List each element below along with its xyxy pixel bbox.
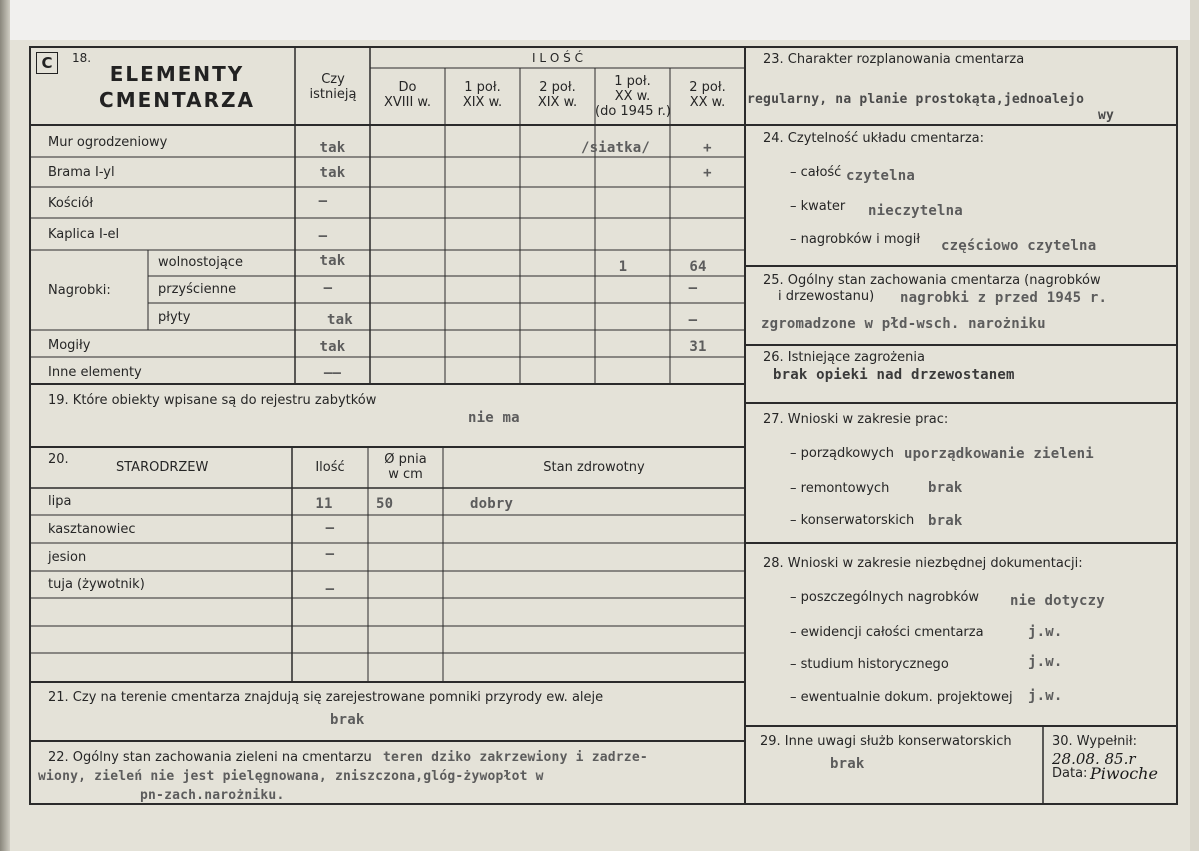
section-28-label: 28. Wnioski w zakresie niezbędnej dokumentacji:	[763, 556, 1083, 571]
tree-row-diameter: 50	[376, 496, 394, 512]
section-18-title-line1: ELEMENTY	[109, 62, 245, 86]
period-header-1: 1 poł. XIX w.	[462, 80, 503, 110]
element-row-exists: tak	[319, 339, 346, 355]
documentation-item-value: j.w.	[1028, 624, 1063, 640]
section-21-label: 21. Czy na terenie cmentarza znajdują się zarejestrowane pomniki przyrody ew. aleje	[48, 690, 604, 705]
section-25-value-cont: zgromadzone w płd-wsch. narożniku	[761, 316, 1046, 332]
work-item-value: brak	[928, 480, 963, 496]
section-22-label: 22. Ogólny stan zachowania zieleni na cmentarzu	[48, 750, 372, 765]
element-row-label: Brama I-yl	[48, 165, 115, 180]
period-header-4: 2 poł. XX w.	[689, 80, 726, 110]
section-18-number: 18.	[72, 51, 92, 65]
element-row-period-value: /siatka/	[581, 140, 651, 156]
section-24-label: 24. Czytelność układu cmentarza:	[763, 131, 985, 146]
column-diameter-header: Ø pnia w cm	[384, 452, 427, 482]
section-26-label: 26. Istniejące zagrożenia	[763, 350, 925, 365]
tree-row-name: kasztanowiec	[48, 522, 136, 537]
section-25-value: nagrobki z przed 1945 r.	[900, 290, 1108, 306]
readability-item-label: – nagrobków i mogił	[790, 232, 921, 247]
element-row-label: Mogiły	[48, 338, 91, 353]
tree-row-state: dobry	[470, 496, 514, 512]
element-row-label: Nagrobki:	[48, 283, 111, 298]
documentation-item-value: nie dotyczy	[1010, 593, 1105, 609]
element-row-exists: –	[318, 193, 328, 209]
element-row-label: Kaplica I-el	[48, 227, 120, 242]
section-22-line3: pn-zach.narożniku.	[140, 788, 285, 803]
element-row-last-value: +	[703, 140, 712, 156]
readability-item-value: nieczytelna	[868, 203, 963, 219]
section-26-value: brak opieki nad drzewostanem	[773, 367, 1015, 383]
signature: Piwoche	[1090, 764, 1158, 783]
signature-label: Data:	[1052, 766, 1088, 781]
readability-item-label: – całość	[790, 165, 842, 180]
period-header-3: 1 poł. XX w. (do 1945 r.)	[595, 74, 671, 119]
element-row-label: Mur ogrodzeniowy	[48, 135, 168, 150]
section-29-label: 29. Inne uwagi służb konserwatorskich	[760, 734, 1012, 749]
element-row-exists: tak	[319, 140, 346, 156]
section-21-answer: brak	[330, 712, 365, 728]
documentation-item-value: j.w.	[1028, 688, 1063, 704]
element-row-sublabel: płyty	[158, 310, 191, 325]
section-22-line2: wiony, zieleń nie jest pielęgnowana, zniszczona,glóg-żywopłot w	[38, 769, 544, 784]
element-row-last-value: –	[688, 312, 698, 328]
element-row-last-value: –	[688, 280, 698, 296]
section-18-title-line2: CMENTARZA	[99, 88, 255, 112]
element-row-exists: ––	[323, 365, 342, 381]
section-27-label: 27. Wnioski w zakresie prac:	[763, 412, 949, 427]
section-23-label: 23. Charakter rozplanowania cmentarza	[763, 52, 1025, 67]
element-row-label: Kościół	[48, 196, 94, 211]
work-item-value: brak	[928, 513, 963, 529]
tree-row-name: jesion	[48, 550, 87, 565]
section-25-label-cont: i drzewostanu)	[778, 289, 875, 304]
documentation-item-label: – studium historycznego	[790, 657, 949, 672]
section-23-value: regularny, na planie prostokąta,jednoalejo	[747, 92, 1085, 107]
element-row-last-value: 31	[689, 339, 707, 355]
tree-row-count: –	[325, 520, 335, 536]
readability-item-label: – kwater	[790, 199, 846, 214]
section-25-label: 25. Ogólny stan zachowania cmentarza (nagrobków	[763, 273, 1101, 288]
element-row-exists: tak	[319, 253, 346, 269]
tree-row-count: –	[325, 546, 335, 562]
element-row-sublabel: wolnostojące	[158, 255, 243, 270]
element-row-period-value: 1	[618, 259, 628, 275]
work-item-value: uporządkowanie zieleni	[904, 446, 1094, 462]
section-22-line1: teren dziko zakrzewiony i zadrze-	[383, 750, 648, 765]
ilosc-header: I L O Ś Ć	[532, 51, 583, 65]
section-23-value-cont: wy	[1098, 108, 1115, 123]
section-20-title: STARODRZEW	[116, 460, 209, 475]
readability-item-value: częściowo czytelna	[941, 238, 1097, 254]
element-row-exists: –	[323, 280, 333, 296]
documentation-item-label: – ewentualnie dokum. projektowej	[790, 690, 1013, 705]
element-row-sublabel: przyścienne	[158, 282, 237, 297]
section-19-answer: nie ma	[468, 410, 520, 426]
period-header-0: Do XVIII w.	[383, 80, 431, 110]
work-item-label: – konserwatorskich	[790, 513, 915, 528]
documentation-item-label: – poszczególnych nagrobków	[790, 590, 980, 605]
element-row-exists: tak	[327, 312, 353, 328]
filled-date: 28.08. 85.r	[1052, 750, 1136, 768]
column-state-header: Stan zdrowotny	[543, 460, 645, 475]
tree-row-name: lipa	[48, 494, 72, 509]
element-row-exists: tak	[319, 165, 346, 181]
period-header-2: 2 poł. XIX w.	[537, 80, 578, 110]
section-20-number: 20.	[48, 452, 69, 467]
tree-row-count: –	[325, 581, 335, 597]
section-29-value: brak	[830, 756, 865, 772]
element-row-last-value: 64	[689, 259, 707, 275]
section-letter-box: C	[36, 52, 58, 74]
documentation-item-label: – ewidencji całości cmentarza	[790, 625, 984, 640]
element-row-exists: –	[318, 228, 328, 244]
section-30-label: 30. Wypełnił:	[1052, 734, 1137, 749]
section-19-label: 19. Które obiekty wpisane są do rejestru zabytków	[48, 393, 377, 408]
element-row-last-value: +	[703, 165, 712, 181]
tree-row-name: tuja (żywotnik)	[48, 577, 145, 592]
documentation-item-value: j.w.	[1028, 654, 1063, 670]
work-item-label: – porządkowych	[790, 446, 894, 461]
element-row-label: Inne elementy	[48, 365, 142, 380]
readability-item-value: czytelna	[846, 168, 916, 184]
tree-row-count: 11	[315, 496, 333, 512]
column-exists-header: Czy istnieją	[309, 72, 357, 102]
work-item-label: – remontowych	[790, 481, 890, 496]
column-count-header: Ilość	[315, 460, 345, 475]
